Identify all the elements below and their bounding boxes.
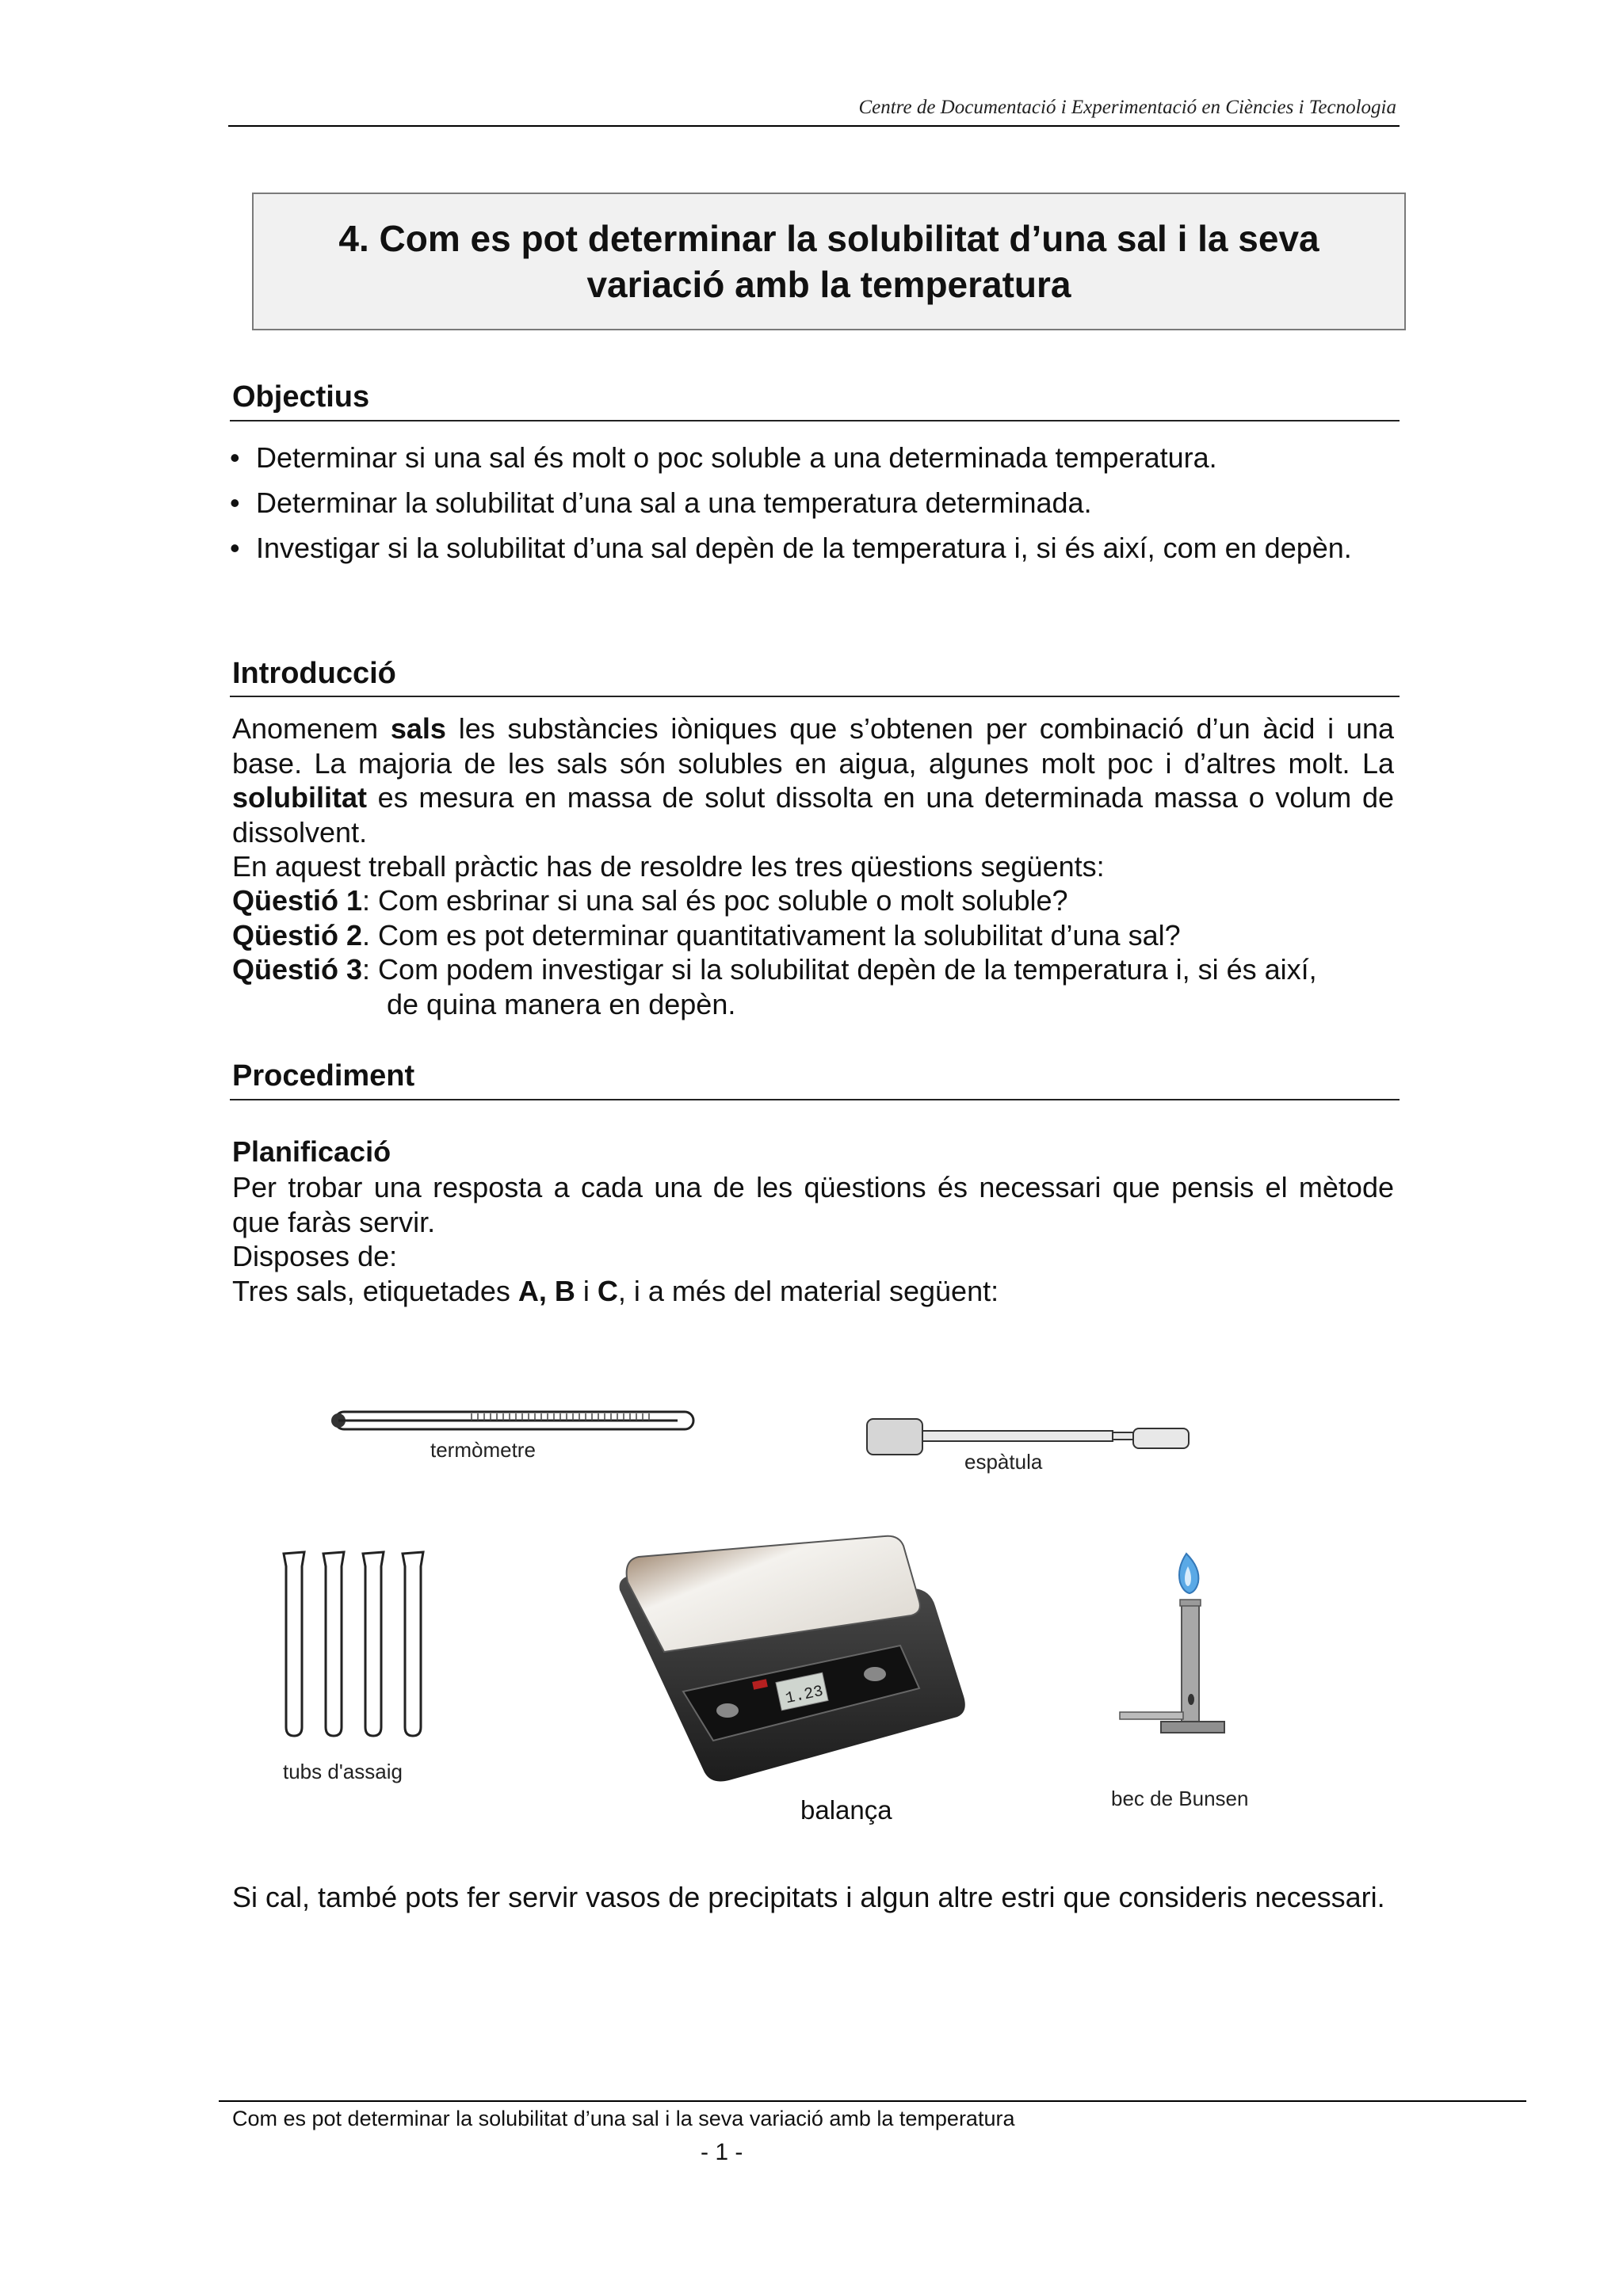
objectius-heading: Objectius <box>232 380 370 414</box>
header-rule <box>228 125 1400 127</box>
question-text: : Com esbrinar si una sal és poc soluble o molt soluble? <box>362 884 1068 917</box>
balance-illustration <box>610 1533 975 1818</box>
procediment-rule <box>230 1099 1400 1100</box>
question-text: : Com podem investigar si la solubilitat depèn de la temperatura i, si és així, <box>362 953 1317 986</box>
question-text: . Com es pot determinar quantitativament la solubilitat d’una sal? <box>362 919 1181 952</box>
materials-line <box>232 1274 999 1309</box>
question-2 <box>232 918 1397 953</box>
objective-item <box>230 441 1393 475</box>
test-tubes-illustration <box>277 1549 444 1747</box>
question-3 <box>232 952 1397 987</box>
intro-bold-sals: sals <box>390 712 446 745</box>
bullet-icon: • <box>230 486 240 519</box>
question-label: Qüestió 3 <box>232 953 363 986</box>
bullet-icon: • <box>230 532 240 564</box>
objective-item <box>230 486 1393 521</box>
introduccio-heading: Introducció <box>232 657 396 690</box>
question-label: Qüestió 1 <box>232 884 363 917</box>
materials-text: i <box>575 1275 598 1307</box>
objective-item <box>230 531 1393 566</box>
page-title-line-1: 4. Com es pot determinar la solubilitat d’una sal i la seva <box>338 218 1319 259</box>
materials-text: Tres sals, etiquetades <box>232 1275 518 1307</box>
bunsen-burner-caption: bec de Bunsen <box>1111 1787 1249 1810</box>
title-box <box>252 193 1406 330</box>
balance-caption: balança <box>800 1795 892 1825</box>
page-title-line-2: variació amb la temperatura <box>586 264 1071 305</box>
planificacio-paragraph: Per trobar una resposta a cada una de les qüestions és necessari que pensis el mètode que faràs servir. <box>232 1171 1394 1238</box>
intro-text: Anomenem <box>232 712 391 745</box>
objective-text: Determinar si una sal és molt o poc soluble a una determinada temperatura. <box>256 441 1217 474</box>
intro-paragraph <box>232 711 1394 849</box>
footer-rule <box>219 2100 1526 2102</box>
materials-text: , i a més del material següent: <box>617 1275 999 1307</box>
objectius-rule <box>230 420 1400 421</box>
closing-paragraph: Si cal, també pots fer servir vasos de precipitats i algun altre estri que consideris necessari. <box>232 1881 1385 1913</box>
introduccio-rule <box>230 696 1400 697</box>
thermometer-caption: termòmetre <box>430 1438 536 1462</box>
procediment-heading: Procediment <box>232 1059 415 1093</box>
footer-title: Com es pot determinar la solubilitat d’una sal i la seva variació amb la temperatura <box>232 2107 1015 2130</box>
balance-display: 1.23 <box>784 1682 825 1709</box>
question-3-continuation: de quina manera en depèn. <box>387 988 736 1020</box>
spatula-caption: espàtula <box>964 1450 1043 1474</box>
bunsen-burner-illustration <box>1113 1549 1240 1771</box>
thermometer-illustration <box>321 1406 701 1438</box>
objective-text: Investigar si la solubilitat d’una sal depèn de la temperatura i, si és així, com en depèn. <box>256 532 1352 564</box>
intro-text: es mesura en massa de solut dissolta en una determinada massa o volum de dissolvent. <box>232 781 1394 849</box>
page-number: - 1 - <box>701 2139 743 2165</box>
salt-labels-ab: A, B <box>517 1275 575 1307</box>
intro-lead-line: En aquest treball pràctic has de resoldre les tres qüestions següents: <box>232 850 1105 883</box>
question-label: Qüestió 2 <box>232 919 363 952</box>
objective-text: Determinar la solubilitat d’una sal a una temperatura determinada. <box>256 486 1092 519</box>
disposes-line: Disposes de: <box>232 1240 398 1272</box>
salt-label-c: C <box>597 1275 618 1307</box>
intro-text: les substàncies iòniques que s’obtenen per combinació d’un àcid i una base. La majoria de les sals són solubles en aigua, algunes molt poc i d’altres molt. La <box>232 712 1394 780</box>
intro-bold-solubilitat: solubilitat <box>232 781 367 814</box>
question-1 <box>232 883 1397 918</box>
bullet-icon: • <box>230 441 240 474</box>
running-header: Centre de Documentació i Experimentació en Ciències i Tecnologia <box>858 97 1396 118</box>
test-tubes-caption: tubs d'assaig <box>283 1760 403 1783</box>
planificacio-subheading: Planificació <box>232 1135 391 1168</box>
